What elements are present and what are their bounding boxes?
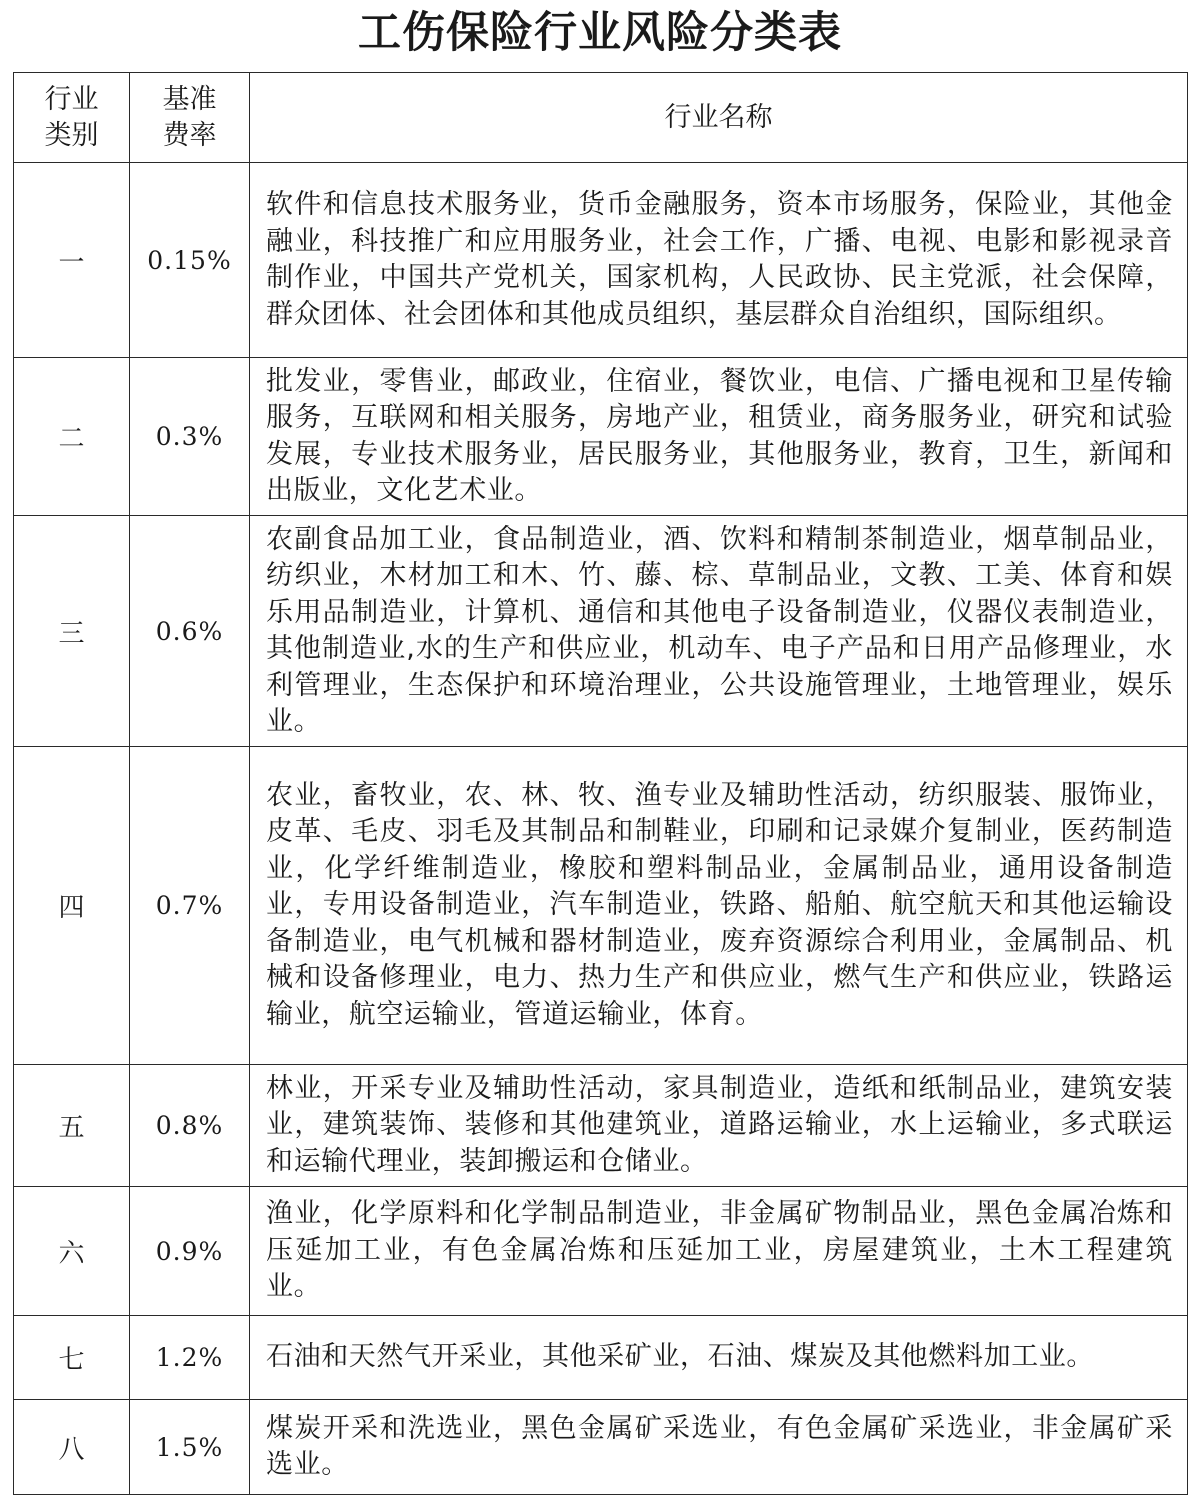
- header-rate-line-1: 基准: [162, 83, 217, 115]
- industry-names-cell: 批发业，零售业，邮政业，住宿业，餐饮业，电信、广播电视和卫星传输服务，互联网和相关服务，房地产业，租赁业，商务服务业，研究和试验发展，专业技术服务业，居民服务业，其他服务业，教育，卫生，新闻和出版业，文化艺术业。: [250, 358, 1188, 516]
- rate-cell: 0.6%: [130, 516, 250, 747]
- rate-cell: 1.5%: [130, 1400, 250, 1495]
- risk-classification-table: [13, 72, 1188, 1495]
- header-industry-name: 行业名称: [250, 73, 1188, 163]
- table-row: [14, 1065, 1188, 1187]
- category-cell: 七: [14, 1316, 130, 1400]
- category-cell: 二: [14, 358, 130, 516]
- industry-names-cell: 煤炭开采和洗选业，黑色金属矿采选业，有色金属矿采选业，非金属矿采选业。: [250, 1400, 1188, 1495]
- industry-names-cell: 石油和天然气开采业，其他采矿业，石油、煤炭及其他燃料加工业。: [250, 1316, 1188, 1400]
- category-cell: 五: [14, 1065, 130, 1187]
- header-rate: [130, 73, 250, 163]
- rate-cell: 0.15%: [130, 163, 250, 358]
- rate-cell: 1.2%: [130, 1316, 250, 1400]
- category-cell: 一: [14, 163, 130, 358]
- header-category: [14, 73, 130, 163]
- table-row: [14, 516, 1188, 747]
- rate-cell: 0.7%: [130, 747, 250, 1065]
- category-cell: 八: [14, 1400, 130, 1495]
- category-cell: 六: [14, 1187, 130, 1316]
- table-row: [14, 163, 1188, 358]
- table-row: [14, 1400, 1188, 1495]
- table-row: [14, 1187, 1188, 1316]
- table-row: [14, 358, 1188, 516]
- industry-names-cell: 农业，畜牧业，农、林、牧、渔专业及辅助性活动，纺织服装、服饰业，皮革、毛皮、羽毛及其制品和制鞋业，印刷和记录媒介复制业，医药制造业，化学纤维制造业，橡胶和塑料制品业，金属制品业，通用设备制造业，专用设备制造业，汽车制造业，铁路、船舶、航空航天和其他运输设备制造业，电气机械和器材制造业，废弃资源综合利用业，金属制品、机械和设备修理业，电力、热力生产和供应业，燃气生产和供应业，铁路运输业，航空运输业，管道运输业，体育。: [250, 747, 1188, 1065]
- header-category-line-2: 类别: [44, 119, 99, 151]
- page-title: 工伤保险行业风险分类表: [358, 8, 842, 58]
- rate-cell: 0.9%: [130, 1187, 250, 1316]
- rate-cell: 0.3%: [130, 358, 250, 516]
- header-rate-line-2: 费率: [162, 119, 217, 151]
- industry-names-cell: 林业，开采专业及辅助性活动，家具制造业，造纸和纸制品业，建筑安装业，建筑装饰、装修和其他建筑业，道路运输业，水上运输业，多式联运和运输代理业，装卸搬运和仓储业。: [250, 1065, 1188, 1187]
- industry-names-cell: 农副食品加工业，食品制造业，酒、饮料和精制茶制造业，烟草制品业，纺织业，木材加工和木、竹、藤、棕、草制品业，文教、工美、体育和娱乐用品制造业，计算机、通信和其他电子设备制造业，仪器仪表制造业，其他制造业,水的生产和供应业，机动车、电子产品和日用产品修理业，水利管理业，生态保护和环境治理业，公共设施管理业，土地管理业，娱乐业。: [250, 516, 1188, 747]
- table-row: [14, 1316, 1188, 1400]
- table-row: [14, 747, 1188, 1065]
- rate-cell: 0.8%: [130, 1065, 250, 1187]
- category-cell: 四: [14, 747, 130, 1065]
- header-category-line-1: 行业: [44, 83, 99, 115]
- industry-names-cell: 渔业，化学原料和化学制品制造业，非金属矿物制品业，黑色金属冶炼和压延加工业，有色金属冶炼和压延加工业，房屋建筑业，土木工程建筑业。: [250, 1187, 1188, 1316]
- industry-names-cell: 软件和信息技术服务业，货币金融服务，资本市场服务，保险业，其他金融业，科技推广和应用服务业，社会工作，广播、电视、电影和影视录音制作业，中国共产党机关，国家机构，人民政协、民主党派，社会保障，群众团体、社会团体和其他成员组织，基层群众自治组织，国际组织。: [250, 163, 1188, 358]
- table-header-row: [14, 73, 1188, 163]
- category-cell: 三: [14, 516, 130, 747]
